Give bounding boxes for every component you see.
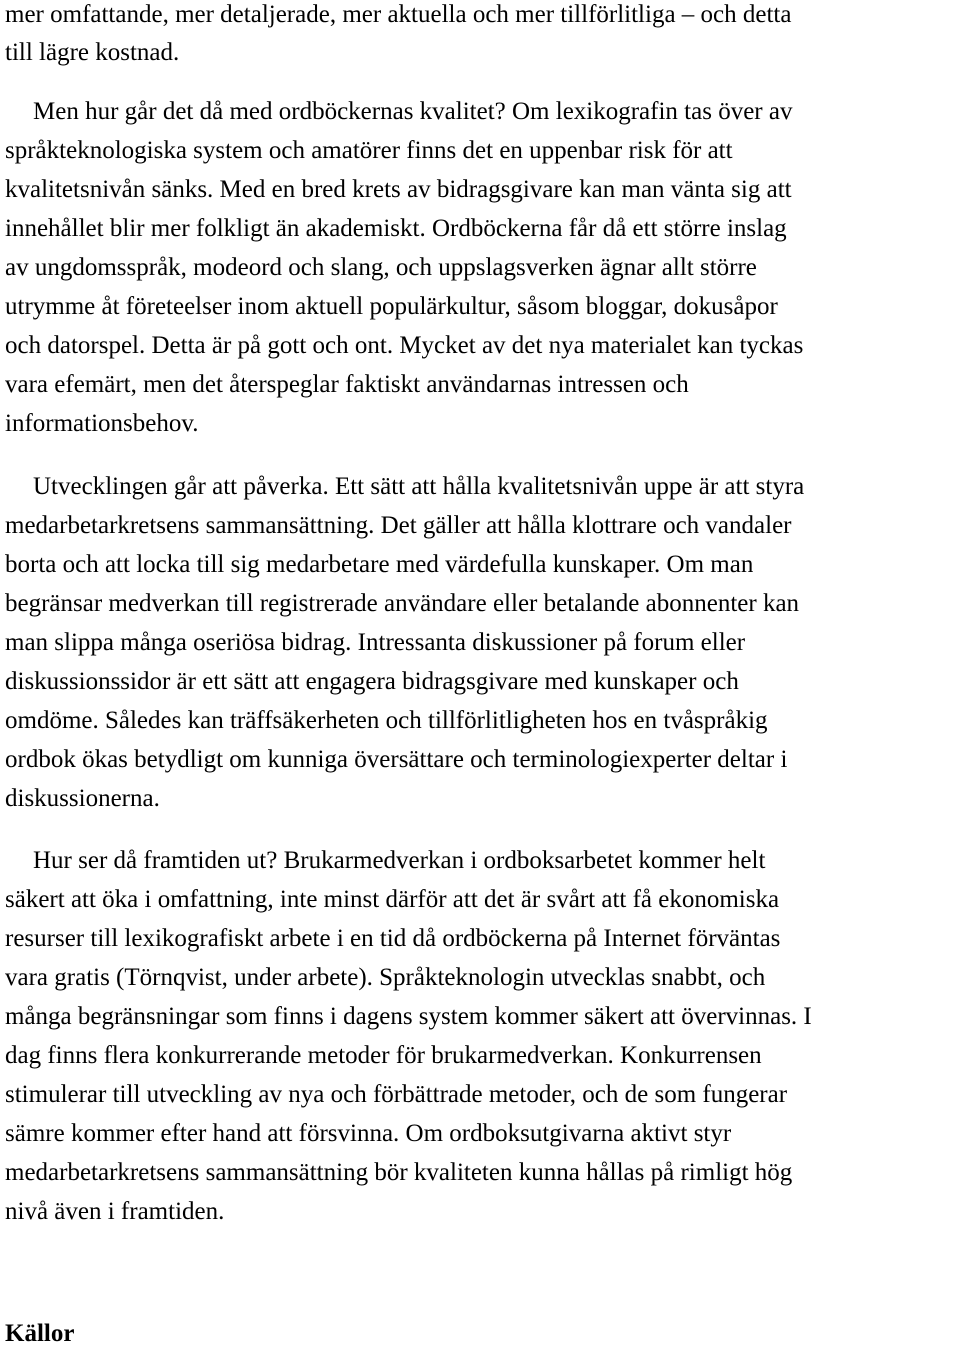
text-line: Men hur går det då med ordböckernas kvalitet? Om lexikografin tas över av bbox=[33, 98, 793, 125]
text-line: medarbetarkretsens sammansättning. Det gäller att hålla klottrare och vandaler bbox=[5, 512, 792, 539]
text-line: diskussionssidor är ett sätt att engagera bidragsgivare med kunskaper och bbox=[5, 668, 739, 695]
text-line: vara efemärt, men det återspeglar faktiskt användarnas intressen och bbox=[5, 371, 689, 398]
text-line: kvalitetsnivån sänks. Med en bred krets av bidragsgivare kan man vänta sig att bbox=[5, 176, 792, 203]
text-line: nivå även i framtiden. bbox=[5, 1198, 225, 1225]
text-line: informationsbehov. bbox=[5, 410, 199, 437]
text-line: av ungdomsspråk, modeord och slang, och uppslagsverken ägnar allt större bbox=[5, 254, 757, 281]
text-line: resurser till lexikografiskt arbete i en tid då ordböckerna på Internet förväntas bbox=[5, 925, 781, 952]
text-line: innehållet blir mer folkligt än akademiskt. Ordböckerna får då ett större inslag bbox=[5, 215, 787, 242]
text-line: medarbetarkretsens sammansättning bör kvaliteten kunna hållas på rimligt hög bbox=[5, 1159, 793, 1186]
text-line: Utvecklingen går att påverka. Ett sätt att hålla kvalitetsnivån uppe är att styra bbox=[33, 473, 805, 500]
text-line: utrymme åt företeelser inom aktuell populärkultur, såsom bloggar, dokusåpor bbox=[5, 293, 778, 320]
text-line: man slippa många oseriösa bidrag. Intressanta diskussioner på forum eller bbox=[5, 629, 746, 656]
text-line: språkteknologiska system och amatörer finns det en uppenbar risk för att bbox=[5, 137, 733, 164]
text-line: Hur ser då framtiden ut? Brukarmedverkan i ordboksarbetet kommer helt bbox=[33, 847, 766, 874]
text-line: dag finns flera konkurrerande metoder för brukarmedverkan. Konkurrensen bbox=[5, 1042, 762, 1069]
text-line: ordbok ökas betydligt om kunniga översättare och terminologiexperter deltar i bbox=[5, 746, 788, 773]
text-line: många begränsningar som finns i dagens system kommer säkert att övervinnas. I bbox=[5, 1003, 812, 1030]
section-heading: Källor bbox=[5, 1320, 75, 1347]
text-line: vara gratis (Törnqvist, under arbete). Språkteknologin utvecklas snabbt, och bbox=[5, 964, 766, 991]
text-line: säkert att öka i omfattning, inte minst därför att det är svårt att få ekonomiska bbox=[5, 886, 780, 913]
text-line: mer omfattande, mer detaljerade, mer aktuella och mer tillförlitliga – och detta bbox=[5, 1, 792, 28]
text-line: diskussionerna. bbox=[5, 785, 160, 812]
text-line: omdöme. Således kan träffsäkerheten och tillförlitligheten hos en tvåspråkig bbox=[5, 707, 768, 734]
text-line: och datorspel. Detta är på gott och ont. Mycket av det nya materialet kan tyckas bbox=[5, 332, 804, 359]
text-line: sämre kommer efter hand att försvinna. Om ordboksutgivarna aktivt styr bbox=[5, 1120, 732, 1147]
text-line: stimulerar till utveckling av nya och förbättrade metoder, och de som fungerar bbox=[5, 1081, 788, 1108]
text-line: till lägre kostnad. bbox=[5, 39, 180, 66]
text-line: begränsar medverkan till registrerade användare eller betalande abonnenter kan bbox=[5, 590, 800, 617]
text-line: borta och att locka till sig medarbetare med värdefulla kunskaper. Om man bbox=[5, 551, 754, 578]
